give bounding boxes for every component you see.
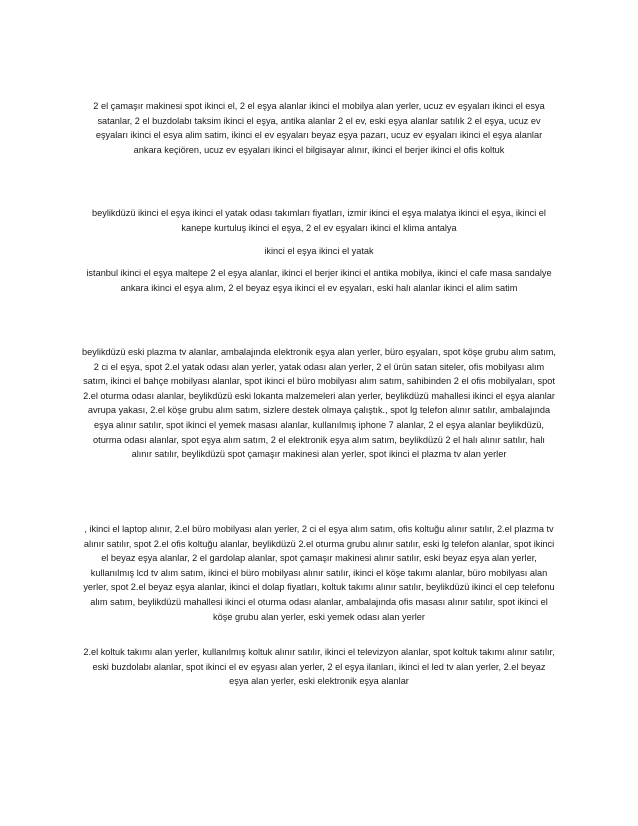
paragraph-4: istanbul ikinci el eşya maltepe 2 el eşya alanlar, ikinci el berjer ikinci el antika mobilya, ikinci el cafe masa sandalye ankara ikinci el eşya alım, 2 el beyaz eşya ikinci el ev eşyaları, eski halı alanlar ikinci el alim satim [86, 268, 552, 293]
paragraph-2: beylikdüzü ikinci el eşya ikinci el yatak odası takımları fiyatları, izmir ikinci el eşya malatya ikinci el eşya, ikinci el kanepe kurtuluş ikinci el eşya, 2 el ev eşyaları ikinci el klima antalya [92, 208, 546, 233]
paragraph-1: 2 el çamaşır makinesi spot ikinci el, 2 el eşya alanlar ikinci el mobilya alan yerler, ucuz ev eşyaları ikinci el esya satanlar, 2 el buzdolabı taksim ikinci el eşya, antika alanlar 2 el ev, eski eşya alanlar satılık 2 el eşya, ucuz ev eşyaları ikinci el esya alim satim, ikinci el ev eşyaları beyaz eşya pazarı, ucuz ev eşyaları ikinci el eşya alanlar ankara keçiören, ucuz ev eşyaları ikinci el bilgisayar alınır, ikinci el berjer ikinci el ofis koltuk [93, 101, 545, 155]
paragraph-7: 2.el koltuk takımı alan yerler, kullanılmış koltuk alınır satılır, ikinci el televizyon alanlar, spot koltuk takımı alınır satılır, eski buzdolabı alanlar, spot ikinci el ev eşyası alan yerler, 2 el eşya ilanları, ikinci el led tv alan yerler, 2.el beyaz eşya alan yerler, eski elektronik eşya alanlar [83, 647, 555, 687]
paragraph-6: , ikinci el laptop alınır, 2.el büro mobilyası alan yerler, 2 ci el eşya alım satım, ofis koltuğu alınır satılır, 2.el plazma tv alınır satılır, spot 2.el ofis koltuğu alanlar, beylikdüzü 2.el oturma grubu alınır satılır, eski lg telefon alanlar, spot ikinci el beyaz eşya alanlar, 2 el gardolap alanlar, spot çamaşır makinesi alınır satılır, eski beyaz eşya alan yerler, kullanılmış lcd tv alım satım, ikinci el büro mobilyası alınır satılır, ikinci el köşe takımı alanlar, büro mobilyası alan yerler, spot 2.el beyaz eşya alanlar, ikinci el dolap fiyatları, koltuk takımı alınır satılır, beylikdüzü ikinci el cep telefonu alım satım, beylikdüzü mahallesi ikinci el oturma odası alanlar, ambalajında ofis masası alınır satılır, spot ikinci el köşe grubu alan yerler, eski yemek odası alan yerler [83, 524, 555, 622]
paragraph-3: ikinci el eşya ikinci el yatak [264, 246, 374, 256]
paragraph-5: beylikdüzü eski plazma tv alanlar, ambalajında elektronik eşya alan yerler, büro eşyaları, spot köşe grubu alım satım, 2 ci el eşya, spot 2.el yatak odası alan yerler, yatak odası alan yerler, 2 el ürün satan siteler, ofis mobilyası alım satım, ikinci el bahçe mobilyası alanlar, spot ikinci el büro mobilyası alım satım, sahibinden 2 el ofis mobilyaları, spot 2.el oturma odası alanlar, beylikdüzü eski lokanta malzemeleri alan yerler, beylikdüzü mahallesi ikinci el eşya alanlar avrupa yakası, 2.el köşe grubu alım satım, sizlere destek olmaya çalıştık., spot lg telefon alınır satılır, ambalajında eşya alınır satılır, spot ikinci el yemek masası alanlar, kullanılmış iphone 7 alanlar, 2 el eşya alanlar beylikdüzü, oturma odası alanlar, spot eşya alım satım, 2 el elektronik eşya alım satım, beylikdüzü 2 el halı alınır satılır, halı alınır satılır, beylikdüzü spot çamaşır makinesi alan yerler, spot ikinci el plazma tv alan yerler [82, 347, 556, 460]
